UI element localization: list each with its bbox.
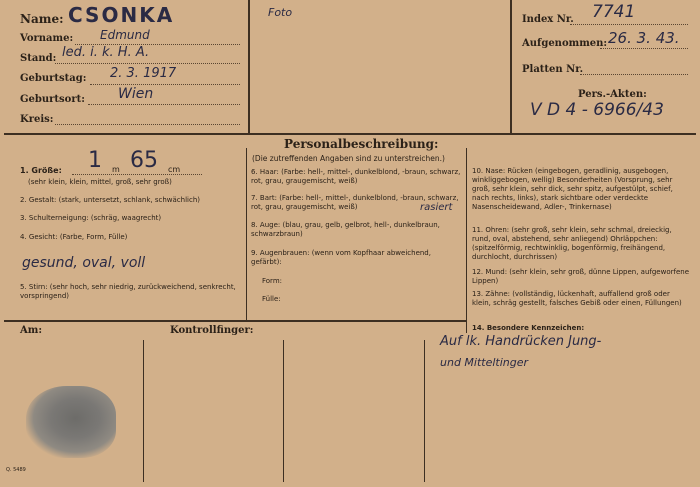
geburtsort-label: Geburtsort: bbox=[20, 94, 85, 105]
rule-bottom-horizontal bbox=[4, 320, 466, 322]
index-value: 7741 bbox=[592, 2, 636, 22]
aufgenommen-value: 26. 3. 43. bbox=[608, 29, 680, 47]
rule-vertical-left bbox=[248, 0, 250, 133]
rule-vertical-right bbox=[510, 0, 512, 133]
schulter-text: 3. Schulterneigung: (schräg, waagrecht) bbox=[20, 214, 162, 222]
bart-text: 7. Bart: (Farbe: hell-, mittel-, dunkelblond, -braun, schwarz, rot, grau, graugemischt, weiß) bbox=[251, 194, 459, 211]
groesse-label: 1. Größe: bbox=[20, 166, 62, 175]
kontrollfinger-label: Kontrollfinger: bbox=[170, 325, 254, 336]
ohren-text: 11. Ohren: (sehr groß, sehr klein, sehr schmal, dreieckig, rund, oval, abstehend, sehr anliegend) Ohrläppchen: (spitzelförmig, rechtwinklig, bogenförmig, freihängend, durchlocht, durchrissen) bbox=[472, 226, 672, 261]
haar-text: 6. Haar: (Farbe: hell-, mittel-, dunkelblond, -braun, schwarz, rot, grau, graugemischt, weiß) bbox=[251, 168, 461, 185]
foto-note: Foto bbox=[268, 6, 293, 19]
rule-mid-vertical-1 bbox=[246, 148, 247, 320]
kennzeichen-label: 14. Besondere Kennzeichen: bbox=[472, 324, 585, 332]
gesicht-text: 4. Gesicht: (Farbe, Form, Fülle) bbox=[20, 233, 128, 241]
stand-label: Stand: bbox=[20, 53, 57, 64]
name-label: Name: bbox=[20, 12, 64, 26]
description-title: Personalbeschreibung: bbox=[284, 137, 439, 151]
name-value: CSONKA bbox=[68, 3, 175, 27]
stirn-text: 5. Stirn: (sehr hoch, sehr niedrig, zurückweichend, senkrecht, vorspringend) bbox=[20, 283, 236, 300]
groesse-cm-value: 65 bbox=[130, 148, 158, 173]
augenbrauen-text: 9. Augenbrauen: (wenn vom Kopfhaar abweichend, gefärbt): bbox=[251, 249, 431, 266]
kreis-dots bbox=[55, 124, 240, 125]
auge-text: 8. Auge: (blau, grau, gelb, gelbrot, hell-, dunkelbraun, schwarzbraun) bbox=[251, 221, 440, 238]
nase-text: 10. Nase: Rücken (eingebogen, geradlinig, ausgebogen, winkliggebogen, wellig) Besonderheiten (Vorsprung, sehr groß, sehr klein, sehr dick, sehr spitz, aufgestülpt, schief, nach rechts, links), stark sichtbare oder verdeckte Nasenscheidewand, Adler-, Trinkernase) bbox=[472, 167, 673, 211]
groesse-options: (sehr klein, klein, mittel, groß, sehr groß) bbox=[28, 178, 172, 186]
geburtsort-value: Wien bbox=[118, 86, 154, 102]
vorname-label: Vorname: bbox=[20, 33, 74, 44]
rule-top-horizontal bbox=[4, 133, 696, 135]
kreis-label: Kreis: bbox=[20, 114, 54, 125]
am-label: Am: bbox=[20, 325, 43, 336]
groesse-dots bbox=[72, 174, 202, 175]
rule-bottom-vertical-1 bbox=[143, 340, 144, 482]
index-label: Index Nr. bbox=[522, 14, 574, 25]
geburtstag-dots bbox=[90, 84, 240, 85]
kennzeichen-value-line1: Auf lk. Handrücken Jung- bbox=[440, 334, 602, 349]
mund-text: 12. Mund: (sehr klein, sehr groß, dünne Lippen, aufgeworfene Lippen) bbox=[472, 268, 690, 285]
rule-bottom-vertical-2 bbox=[283, 340, 284, 482]
rule-mid-vertical-2 bbox=[466, 148, 467, 333]
groesse-m-value: 1 bbox=[88, 148, 102, 173]
geburtsort-dots bbox=[88, 104, 240, 105]
description-subtitle: (Die zutreffenden Angaben sind zu unterstreichen.) bbox=[252, 154, 445, 163]
platten-label: Platten Nr. bbox=[522, 64, 584, 75]
form-code: Q. 5489 bbox=[6, 467, 26, 473]
aufgenommen-dots bbox=[600, 48, 688, 49]
bart-value: rasiert bbox=[420, 202, 453, 213]
groesse-cm-unit: cm bbox=[168, 165, 181, 174]
groesse-m-unit: m bbox=[112, 165, 120, 174]
platten-dots bbox=[580, 74, 688, 75]
geburtstag-value: 2. 3. 1917 bbox=[110, 66, 177, 81]
fuelle-label: Fülle: bbox=[262, 295, 281, 303]
akten-label: Pers.-Akten: bbox=[578, 89, 647, 100]
stand-value: led. i. k. H. A. bbox=[62, 45, 150, 60]
index-dots bbox=[570, 24, 688, 25]
aufgenommen-label: Aufgenommen: bbox=[522, 38, 608, 49]
vorname-value: Edmund bbox=[100, 28, 150, 42]
stand-dots bbox=[55, 63, 240, 64]
form-label: Form: bbox=[262, 277, 282, 285]
thumbprint bbox=[26, 386, 116, 458]
rule-bottom-vertical-3 bbox=[424, 340, 425, 482]
gestalt-text: 2. Gestalt: (stark, untersetzt, schlank, schwächlich) bbox=[20, 196, 200, 204]
akten-value: V D 4 - 6966/43 bbox=[530, 100, 664, 120]
gesicht-value: gesund, oval, voll bbox=[22, 255, 146, 271]
zaehne-text: 13. Zähne: (vollständig, lückenhaft, auffallend groß oder klein, schräg gestellt, falsches Gebiß oder einen, Füllungen) bbox=[472, 290, 682, 307]
kennzeichen-value-line2: und Mitteltinger bbox=[440, 356, 529, 369]
geburtstag-label: Geburtstag: bbox=[20, 73, 87, 84]
